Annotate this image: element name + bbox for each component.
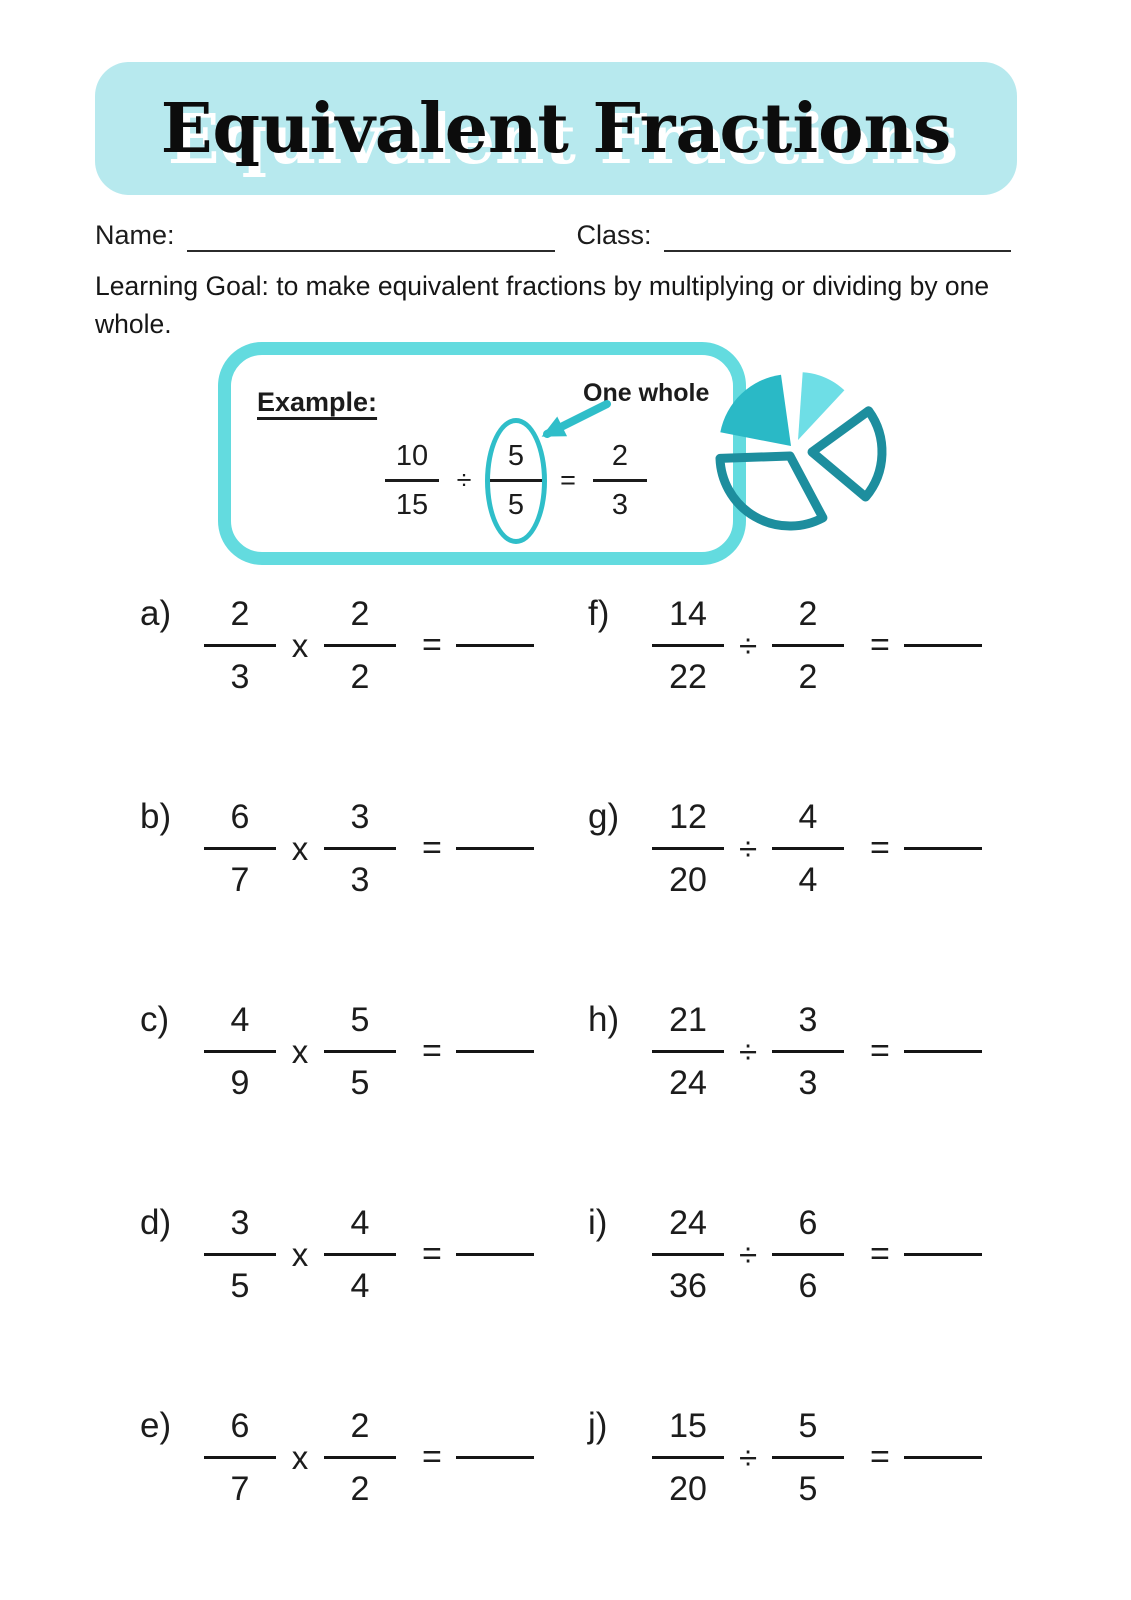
fraction-second	[772, 591, 844, 700]
problem-label: e)	[140, 1406, 172, 1445]
operator: x	[291, 627, 309, 664]
name-class-row	[95, 218, 1011, 252]
example-fraction-first	[383, 438, 441, 523]
equals-sign: =	[870, 1032, 890, 1070]
numerator: 6	[798, 1204, 818, 1242]
fraction-second	[324, 794, 396, 903]
fraction-bar	[324, 847, 396, 850]
fraction-bar	[204, 1050, 276, 1053]
numerator: 6	[230, 798, 250, 836]
operator: x	[291, 1033, 309, 1070]
answer-blank	[456, 1253, 534, 1256]
equals-sign: =	[422, 1438, 442, 1476]
learning-goal: Learning Goal: to make equivalent fractions by multiplying or dividing by one whole.	[95, 271, 990, 339]
worksheet-title: Equivalent Fractions	[160, 88, 952, 169]
name-label: Name:	[95, 220, 175, 250]
denominator: 3	[611, 489, 629, 521]
equals-sign: =	[870, 829, 890, 867]
fraction-first	[204, 1403, 276, 1512]
arrow-icon	[523, 397, 613, 449]
fraction-bar	[772, 1253, 844, 1256]
fraction-bar	[772, 1456, 844, 1459]
denominator: 3	[350, 861, 370, 899]
numerator: 5	[798, 1407, 818, 1445]
problem-row	[0, 780, 1131, 983]
operator: ÷	[738, 1236, 758, 1273]
problem	[140, 1403, 534, 1512]
title-banner	[95, 62, 1017, 195]
fraction-first	[204, 1200, 276, 1309]
numerator: 2	[611, 440, 629, 472]
problem-label: d)	[140, 1203, 172, 1242]
fraction-bar	[772, 847, 844, 850]
problem-label: a)	[140, 594, 172, 633]
answer-blank	[904, 1050, 982, 1053]
numerator: 4	[350, 1204, 370, 1242]
example-fraction-result	[591, 438, 649, 523]
fraction-first	[652, 1200, 724, 1309]
example-label: Example:	[257, 387, 378, 417]
equals-sign: =	[560, 465, 576, 495]
numerator: 2	[350, 595, 370, 633]
equals-sign: =	[870, 626, 890, 664]
numerator: 4	[798, 798, 818, 836]
denominator: 20	[669, 861, 707, 899]
denominator: 2	[798, 658, 818, 696]
problem	[588, 1200, 982, 1309]
problem-row	[0, 1186, 1131, 1389]
problem	[588, 591, 982, 700]
problem	[588, 794, 982, 903]
equals-sign: =	[422, 626, 442, 664]
problem	[140, 997, 534, 1106]
fraction-first	[204, 997, 276, 1106]
answer-blank	[904, 1253, 982, 1256]
fraction-bar	[385, 479, 439, 482]
denominator: 3	[798, 1064, 818, 1102]
fraction-bar	[772, 644, 844, 647]
numerator: 2	[230, 595, 250, 633]
numerator: 5	[350, 1001, 370, 1039]
fraction-bar	[324, 644, 396, 647]
fraction-first	[204, 591, 276, 700]
operator: ÷	[738, 627, 758, 664]
denominator: 15	[395, 489, 429, 521]
denominator: 3	[230, 658, 250, 696]
problem-label: j)	[588, 1406, 608, 1445]
fraction-first	[652, 591, 724, 700]
denominator: 24	[669, 1064, 707, 1102]
problem	[140, 1200, 534, 1309]
denominator: 5	[507, 489, 525, 521]
equals-sign: =	[422, 829, 442, 867]
answer-blank	[904, 847, 982, 850]
denominator: 20	[669, 1470, 707, 1508]
fraction-first	[204, 794, 276, 903]
fraction-first	[652, 794, 724, 903]
numerator: 2	[798, 595, 818, 633]
problem-row	[0, 1389, 1131, 1592]
fraction-bar	[204, 1456, 276, 1459]
numerator: 5	[507, 440, 525, 472]
denominator: 9	[230, 1064, 250, 1102]
fraction-bar	[489, 479, 543, 482]
fraction-second	[324, 591, 396, 700]
denominator: 2	[350, 1470, 370, 1508]
problem-row	[0, 577, 1131, 780]
fraction-first	[652, 1403, 724, 1512]
problem	[140, 591, 534, 700]
fraction-second	[772, 997, 844, 1106]
fraction-bar	[204, 847, 276, 850]
equals-sign: =	[870, 1235, 890, 1273]
denominator: 5	[350, 1064, 370, 1102]
equals-sign: =	[422, 1032, 442, 1070]
operator: ÷	[738, 1439, 758, 1476]
name-blank-line	[187, 220, 555, 252]
fraction-bar	[593, 479, 647, 482]
class-blank-line	[664, 220, 1011, 252]
one-whole-annotation: One whole	[583, 379, 710, 407]
numerator: 21	[669, 1001, 707, 1039]
fraction-second	[772, 794, 844, 903]
answer-blank	[456, 1050, 534, 1053]
numerator: 2	[350, 1407, 370, 1445]
fraction-second	[772, 1403, 844, 1512]
denominator: 4	[350, 1267, 370, 1305]
answer-blank	[904, 1456, 982, 1459]
fraction-bar	[652, 1253, 724, 1256]
problem	[588, 997, 982, 1106]
pie-chart-icon	[708, 350, 890, 544]
denominator: 5	[230, 1267, 250, 1305]
fraction-bar	[772, 1050, 844, 1053]
denominator: 6	[798, 1267, 818, 1305]
operator: ÷	[738, 830, 758, 867]
problem-label: i)	[588, 1203, 608, 1242]
fraction-bar	[652, 1456, 724, 1459]
problem	[588, 1403, 982, 1512]
denominator: 7	[230, 861, 250, 899]
operator: x	[291, 1439, 309, 1476]
pie-slice-solid	[720, 375, 791, 446]
numerator: 3	[230, 1204, 250, 1242]
example-box	[218, 342, 746, 565]
divide-operator: ÷	[456, 465, 472, 495]
numerator: 6	[230, 1407, 250, 1445]
pie-slice-outline-right	[812, 411, 882, 497]
fraction-second	[324, 1200, 396, 1309]
denominator: 2	[350, 658, 370, 696]
problem-row	[0, 983, 1131, 1186]
example-equation	[383, 438, 649, 523]
class-label: Class:	[576, 220, 652, 250]
problems-list	[0, 577, 1131, 1592]
numerator: 4	[230, 1001, 250, 1039]
example-fraction-one-whole	[487, 438, 545, 523]
problem-label: h)	[588, 1000, 620, 1039]
fraction-bar	[652, 644, 724, 647]
numerator: 12	[669, 798, 707, 836]
numerator: 3	[798, 1001, 818, 1039]
problem-label: f)	[588, 594, 610, 633]
numerator: 14	[669, 595, 707, 633]
fraction-second	[324, 997, 396, 1106]
operator: x	[291, 830, 309, 867]
fraction-second	[772, 1200, 844, 1309]
problem-label: g)	[588, 797, 620, 836]
denominator: 4	[798, 861, 818, 899]
answer-blank	[456, 644, 534, 647]
fraction-bar	[652, 847, 724, 850]
numerator: 24	[669, 1204, 707, 1242]
answer-blank	[456, 847, 534, 850]
pie-slice-outline-bottom	[720, 456, 823, 526]
problem	[140, 794, 534, 903]
fraction-first	[652, 997, 724, 1106]
operator: ÷	[738, 1033, 758, 1070]
denominator: 5	[798, 1470, 818, 1508]
denominator: 7	[230, 1470, 250, 1508]
equals-sign: =	[870, 1438, 890, 1476]
fraction-bar	[324, 1253, 396, 1256]
fraction-bar	[204, 644, 276, 647]
fraction-bar	[652, 1050, 724, 1053]
denominator: 36	[669, 1267, 707, 1305]
numerator: 15	[669, 1407, 707, 1445]
problem-label: c)	[140, 1000, 170, 1039]
operator: x	[291, 1236, 309, 1273]
numerator: 3	[350, 798, 370, 836]
fraction-second	[324, 1403, 396, 1512]
fraction-bar	[324, 1456, 396, 1459]
problem-label: b)	[140, 797, 172, 836]
fraction-bar	[324, 1050, 396, 1053]
answer-blank	[456, 1456, 534, 1459]
answer-blank	[904, 644, 982, 647]
numerator: 10	[395, 440, 429, 472]
fraction-bar	[204, 1253, 276, 1256]
denominator: 22	[669, 658, 707, 696]
equals-sign: =	[422, 1235, 442, 1273]
